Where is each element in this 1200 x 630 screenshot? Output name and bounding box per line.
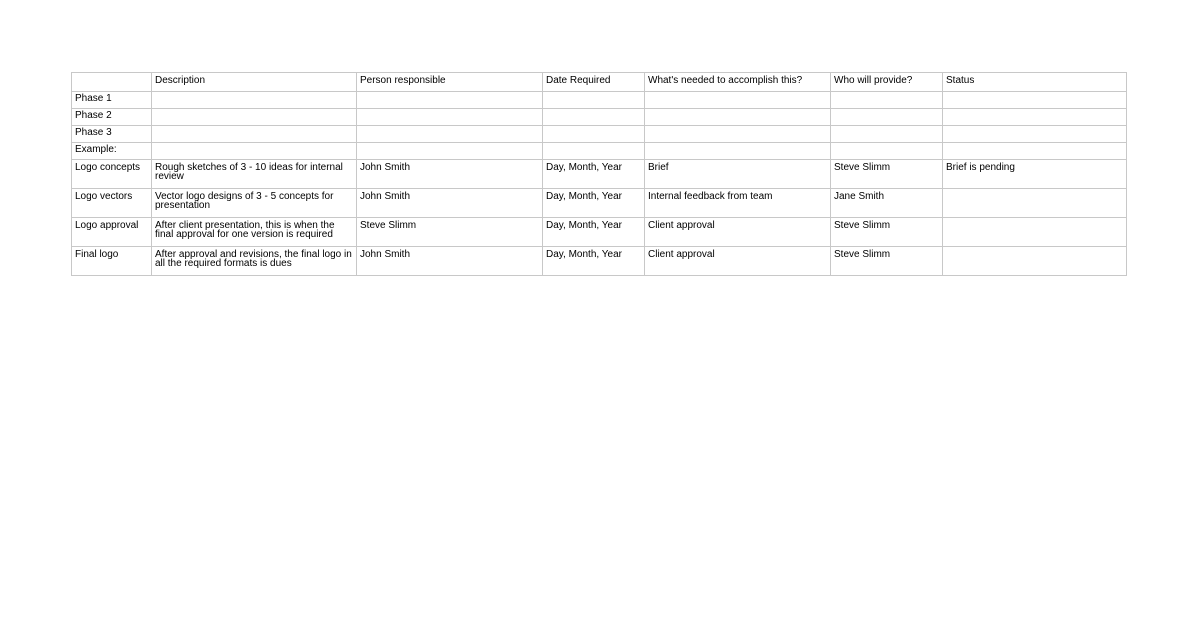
table-cell-needed: Client approval <box>645 247 831 276</box>
header-cell-person-responsible: Person responsible <box>357 73 543 92</box>
table-row <box>72 218 1127 247</box>
table-cell-label: Phase 3 <box>72 126 152 143</box>
table-cell <box>543 109 645 126</box>
table-cell-label: Example: <box>72 143 152 160</box>
table-cell <box>645 109 831 126</box>
table-cell <box>831 109 943 126</box>
table-row <box>72 92 1127 109</box>
table-cell <box>645 126 831 143</box>
table-cell-label: Final logo <box>72 247 152 276</box>
header-cell-blank <box>72 73 152 92</box>
table-cell <box>943 126 1127 143</box>
table-cell <box>645 92 831 109</box>
table-cell-date: Day, Month, Year <box>543 247 645 276</box>
table-cell <box>943 92 1127 109</box>
table-row <box>72 109 1127 126</box>
table-cell-label: Logo approval <box>72 218 152 247</box>
table-cell <box>152 126 357 143</box>
table-cell <box>831 143 943 160</box>
header-row <box>72 73 1127 92</box>
header-cell-date-required: Date Required <box>543 73 645 92</box>
header-cell-whats-needed: What's needed to accomplish this? <box>645 73 831 92</box>
table-row <box>72 247 1127 276</box>
table-cell-label: Logo vectors <box>72 189 152 218</box>
table-cell-description: After approval and revisions, the final logo in all the required formats is dues <box>152 247 357 276</box>
table-cell-status <box>943 189 1127 218</box>
header-cell-description: Description <box>152 73 357 92</box>
header-cell-who-will-provide: Who will provide? <box>831 73 943 92</box>
table-cell-description: Vector logo designs of 3 - 5 concepts for presentation <box>152 189 357 218</box>
table-cell <box>943 109 1127 126</box>
table-cell-provider: Jane Smith <box>831 189 943 218</box>
table-cell-label: Logo concepts <box>72 160 152 189</box>
table-cell-provider: Steve Slimm <box>831 160 943 189</box>
table-row <box>72 143 1127 160</box>
table-cell <box>357 143 543 160</box>
table-cell-needed: Client approval <box>645 218 831 247</box>
table-cell-description: Rough sketches of 3 - 10 ideas for internal review <box>152 160 357 189</box>
table-cell <box>152 109 357 126</box>
table-cell-provider: Steve Slimm <box>831 218 943 247</box>
table-cell-person: John Smith <box>357 160 543 189</box>
table-cell-description: After client presentation, this is when the final approval for one version is required <box>152 218 357 247</box>
table-cell <box>543 92 645 109</box>
table-cell-person: John Smith <box>357 189 543 218</box>
table-cell <box>357 126 543 143</box>
table-cell <box>645 143 831 160</box>
table-cell-person: Steve Slimm <box>357 218 543 247</box>
table-row <box>72 160 1127 189</box>
table-cell-person: John Smith <box>357 247 543 276</box>
table-cell <box>152 92 357 109</box>
table-cell-status: Brief is pending <box>943 160 1127 189</box>
table-cell-needed: Internal feedback from team <box>645 189 831 218</box>
table-cell-label: Phase 1 <box>72 92 152 109</box>
table-cell-provider: Steve Slimm <box>831 247 943 276</box>
table-cell <box>831 92 943 109</box>
table-cell <box>357 92 543 109</box>
table-cell-date: Day, Month, Year <box>543 160 645 189</box>
table-cell-status <box>943 247 1127 276</box>
project-plan-table <box>71 72 1127 276</box>
table-cell <box>357 109 543 126</box>
table-cell-date: Day, Month, Year <box>543 189 645 218</box>
table-cell <box>152 143 357 160</box>
table-cell-needed: Brief <box>645 160 831 189</box>
table-row <box>72 189 1127 218</box>
table-cell-date: Day, Month, Year <box>543 218 645 247</box>
table-row <box>72 126 1127 143</box>
header-cell-status: Status <box>943 73 1127 92</box>
table-cell-status <box>943 218 1127 247</box>
table-cell-label: Phase 2 <box>72 109 152 126</box>
table-cell <box>543 126 645 143</box>
table-cell <box>543 143 645 160</box>
table-cell <box>831 126 943 143</box>
table-cell <box>943 143 1127 160</box>
